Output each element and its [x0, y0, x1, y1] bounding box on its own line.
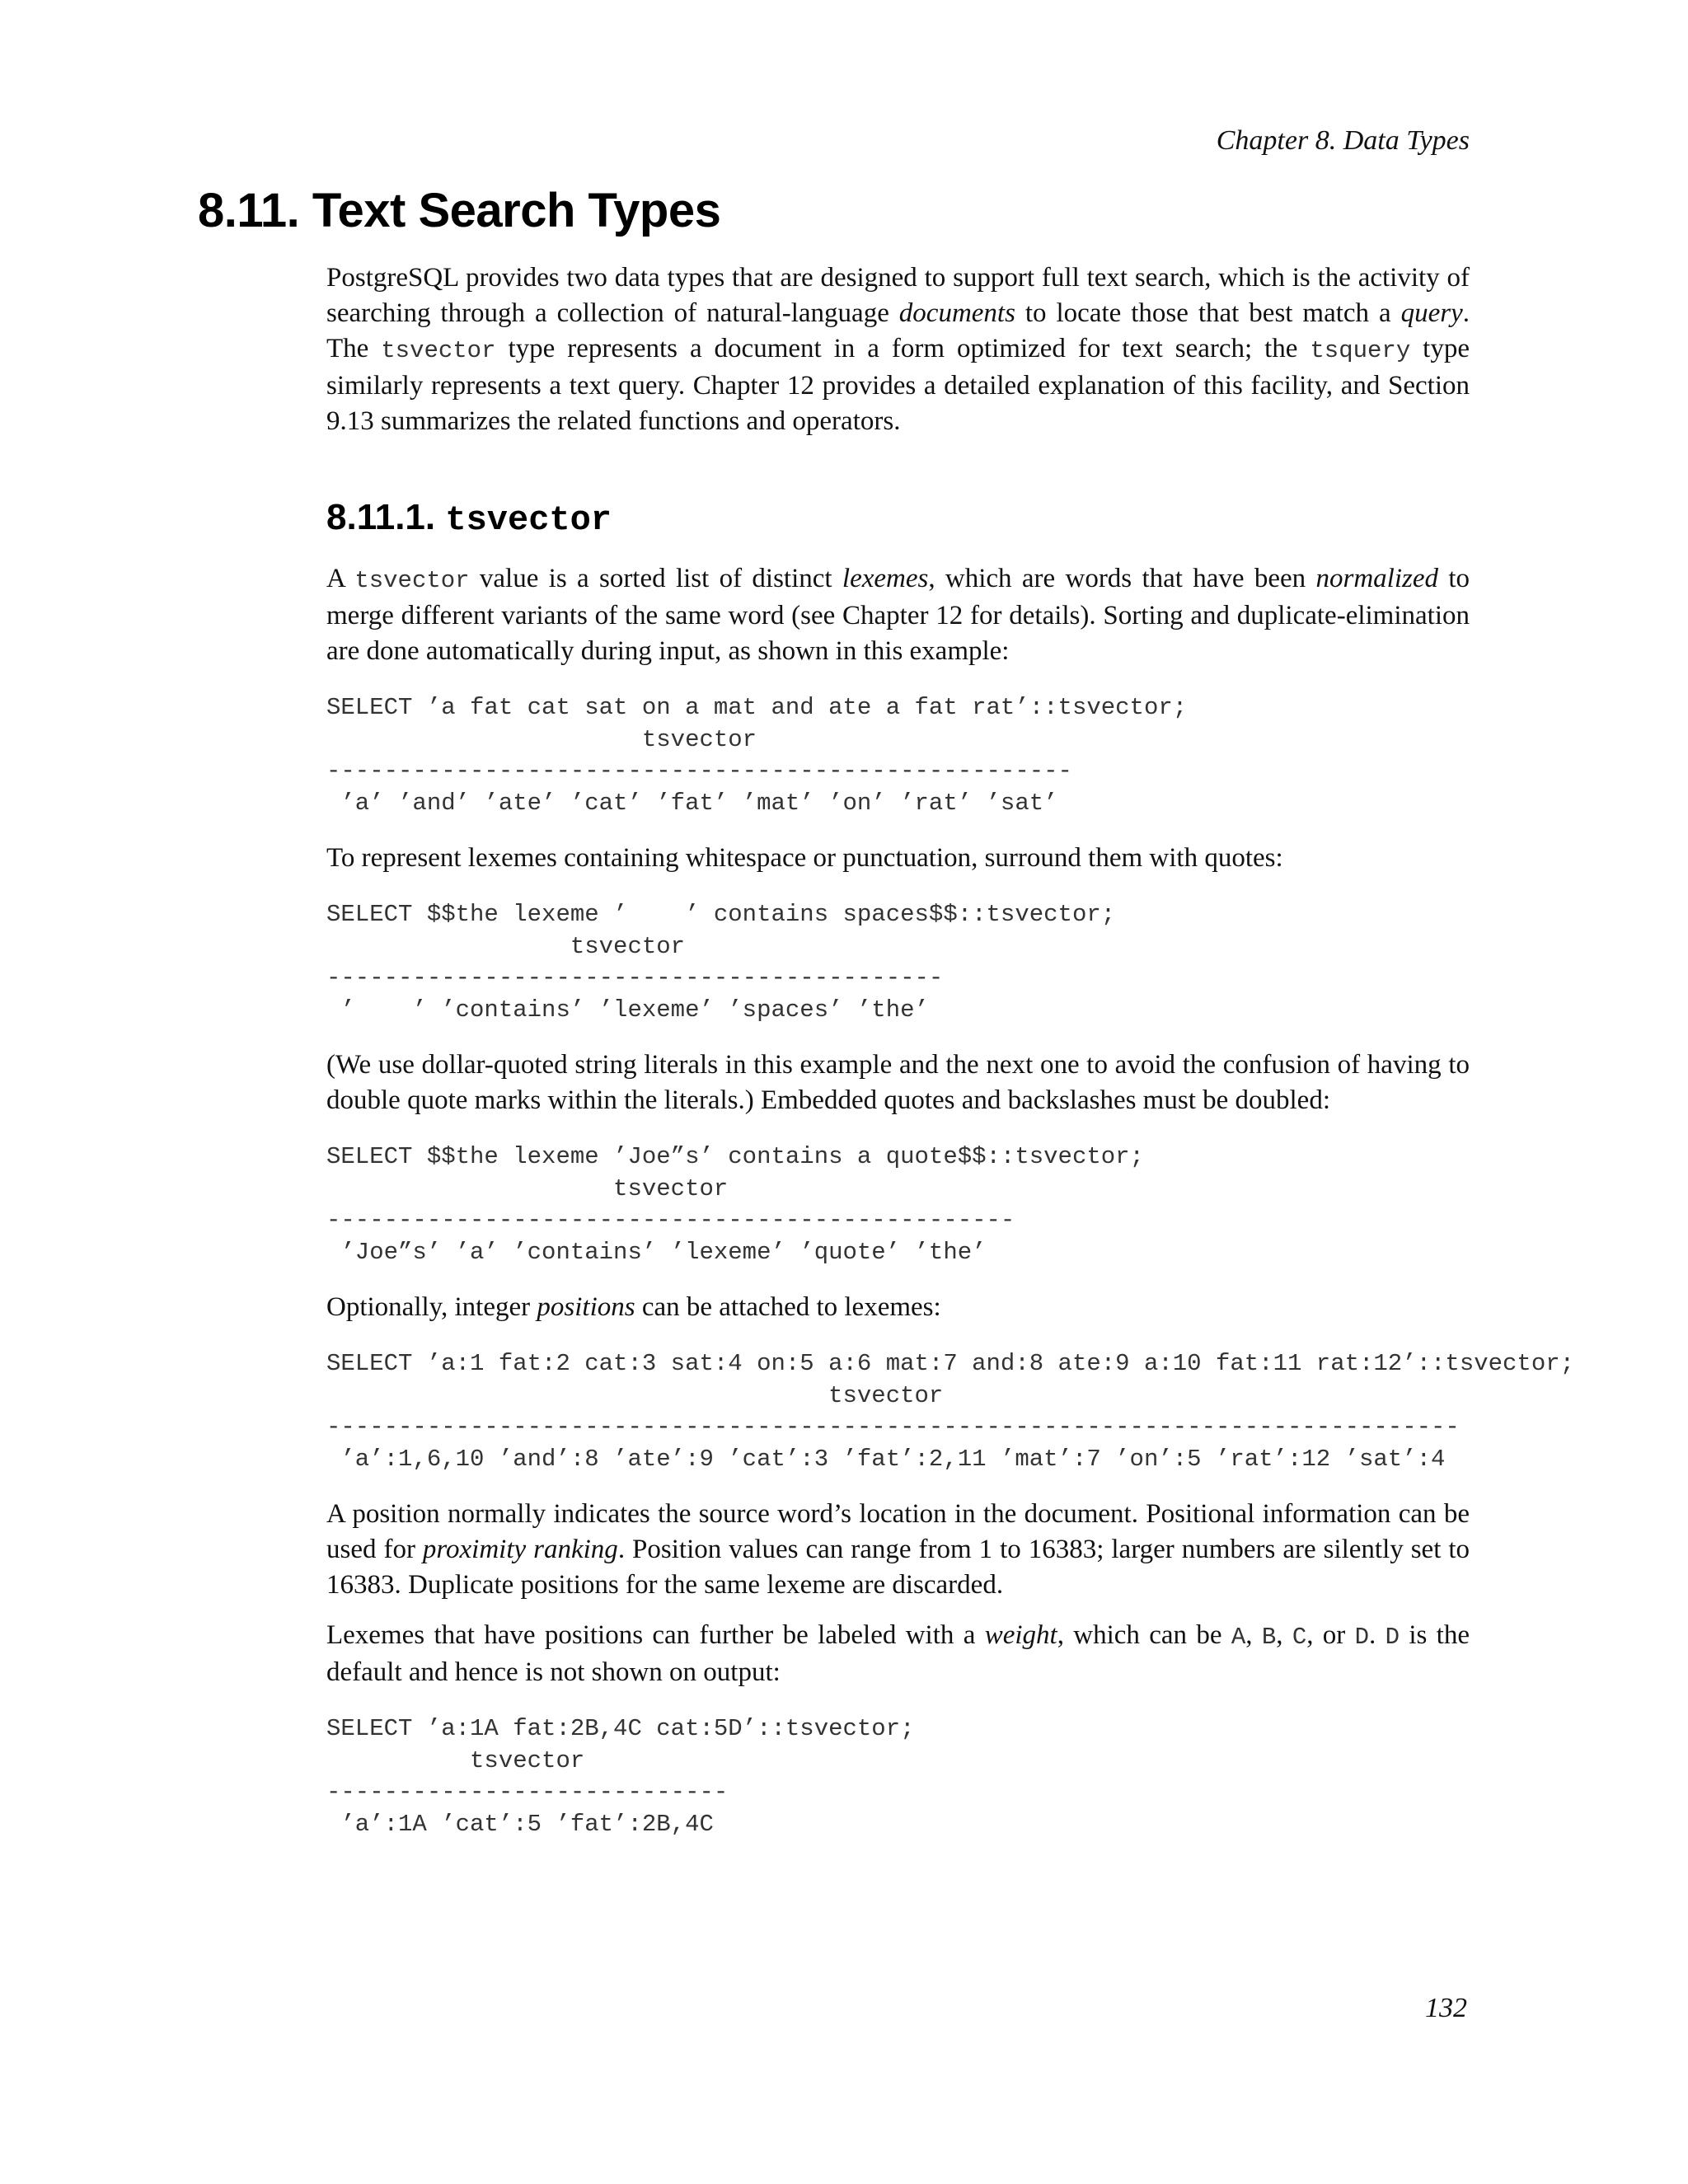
emphasis-positions: positions	[537, 1292, 635, 1322]
quotes-paragraph: To represent lexemes containing whitespace or punctuation, surround them with quotes:	[326, 843, 1283, 873]
inline-code-weight-c: C	[1292, 1624, 1307, 1651]
emphasis-lexemes: lexemes	[842, 564, 929, 593]
position-range-paragraph: A position normally indicates the source word’s location in the document. Positional information can be used for proximity ranking. Position values can range from 1 to 16383; larger numbers are silently set to 16383. Duplicate positions for the same lexeme are discarded.	[326, 1499, 1470, 1600]
code-example-weights: SELECT ’a:1A fat:2B,4C cat:5D’::tsvector; tsvector ---------------------------- ’a’:1A ’cat’:5 ’fat’:2B,4C	[326, 1715, 915, 1838]
code-example-whitespace-lexeme: SELECT $$the lexeme ’ ’ contains spaces$$::tsvector; tsvector ------------------------------------------- ’ ’ ’contains’ ’lexeme’ ’spaces’ ’the’	[326, 901, 1116, 1024]
inline-code-tsvector: tsvector	[354, 567, 470, 594]
subsection-number: 8.11.1.	[326, 497, 436, 537]
emphasis-weight: weight	[984, 1620, 1057, 1650]
section-body	[326, 260, 1575, 1862]
subsection-code: tsvector	[445, 500, 612, 540]
code-example-sorted-lexemes: SELECT ’a fat cat sat on a mat and ate a fat rat’::tsvector; tsvector ---------------------------------------------------- ’a’ ’and’ ’ate’ ’cat’ ’fat’ ’mat’ ’on’ ’rat’ ’sat’	[326, 694, 1188, 817]
running-header: Chapter 8. Data Types	[1216, 125, 1470, 156]
inline-code-weight-b: B	[1261, 1624, 1277, 1651]
emphasis-query: query	[1400, 298, 1463, 328]
inline-code-weight-d: D	[1354, 1624, 1370, 1651]
section-title: 8.11. Text Search Types	[198, 184, 721, 237]
inline-code-tsquery: tsquery	[1310, 337, 1411, 364]
code-example-positions: SELECT ’a:1 fat:2 cat:3 sat:4 on:5 a:6 mat:7 and:8 ate:9 a:10 fat:11 rat:12’::tsvector; tsvector ------------------------------------------------------------------------------- ’a’:1,6,10 ’and’:8 ’ate’:9 ’cat’:3 ’fat’:2,11 ’mat’:7 ’on’:5 ’rat’:12 ’sat’:4	[326, 1350, 1575, 1473]
page-number: 132	[1425, 1993, 1467, 2023]
weights-paragraph: Lexemes that have positions can further be labeled with a weight, which can be A, B, C, or D. D is the default and hence is not shown on output:	[326, 1620, 1470, 1687]
inline-code-weight-a: A	[1231, 1624, 1246, 1651]
inline-code-tsvector: tsvector	[381, 337, 496, 364]
subsection-title	[326, 497, 1470, 540]
emphasis-proximity-ranking: proximity ranking	[422, 1535, 618, 1564]
inline-code-weight-d-default: D	[1385, 1624, 1400, 1651]
code-example-embedded-quote: SELECT $$the lexeme ’Joe”s’ contains a quote$$::tsvector; tsvector ------------------------------------------------ ’Joe”s’ ’a’ ’contains’ ’lexeme’ ’quote’ ’the’	[326, 1143, 1144, 1266]
tsvector-definition-paragraph: A tsvector value is a sorted list of distinct lexemes, which are words that have been normalized to merge different variants of the same word (see Chapter 12 for details). Sorting and duplicate-elimination are done automatically during input, as shown in this example:	[326, 564, 1470, 666]
dollar-quote-paragraph: (We use dollar-quoted string literals in this example and the next one to avoid the confusion of having to double quote marks within the literals.) Embedded quotes and backslashes must be doubled:	[326, 1050, 1470, 1115]
emphasis-normalized: normalized	[1315, 564, 1438, 593]
intro-paragraph: PostgreSQL provides two data types that are designed to support full text search, which is the activity of searching through a collection of natural-language documents to locate those that best match a query. The tsvector type represents a document in a form optimized for text search; the tsquery type similarly represents a text query. Chapter 12 provides a detailed explanation of this facility, and Section 9.13 summarizes the related functions and operators.	[326, 263, 1470, 436]
positions-paragraph: Optionally, integer positions can be attached to lexemes:	[326, 1292, 941, 1322]
emphasis-documents: documents	[898, 298, 1015, 328]
